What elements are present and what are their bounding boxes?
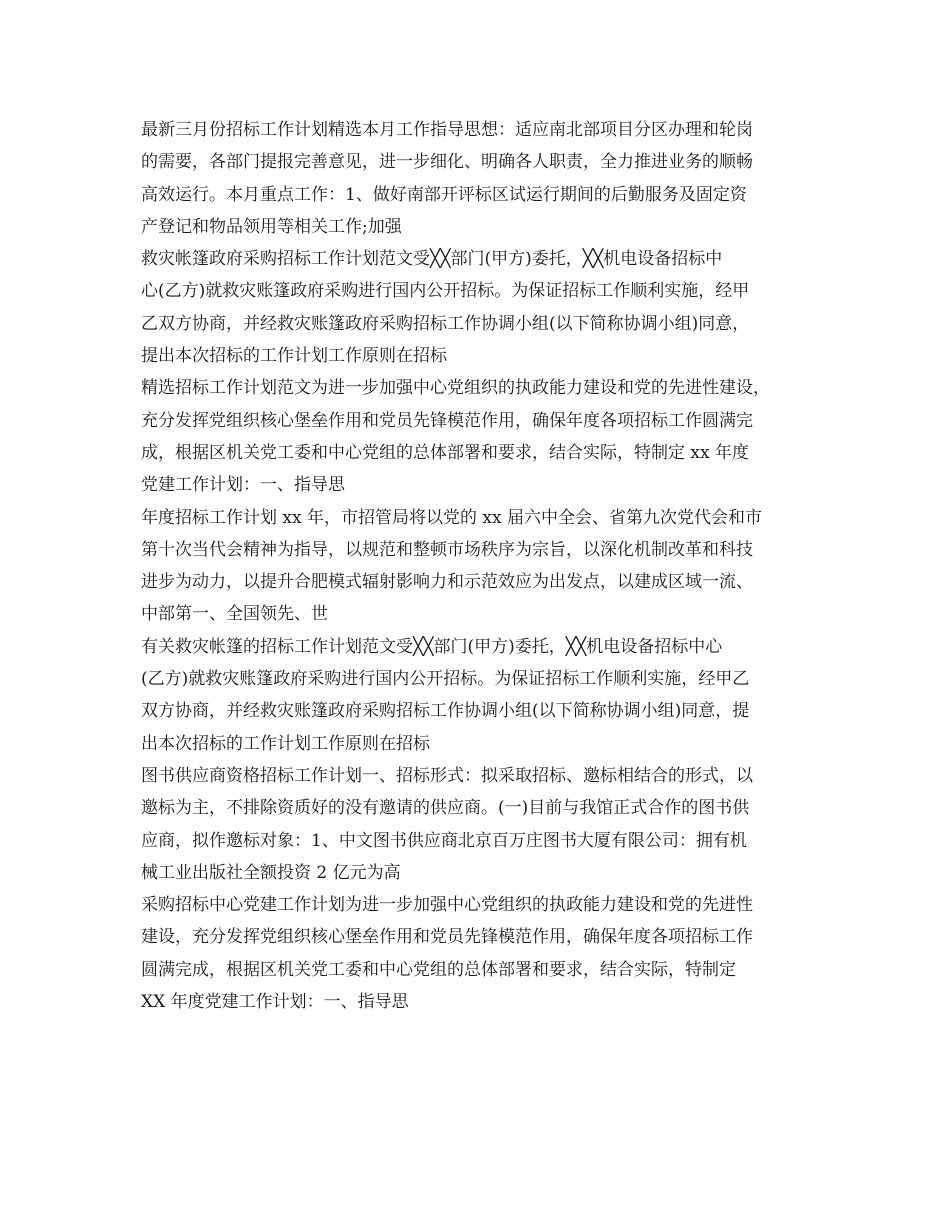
text-line: 出本次招标的工作计划工作原则在招标: [141, 733, 430, 754]
text-line: 进步为动力，以提升合肥模式辐射影响力和示范效应为出发点，以建成区域一流、: [141, 572, 753, 593]
text-line: 充分发挥党组织核心堡垒作用和党员先锋模范作用，确保年度各项招标工作圆满完: [141, 410, 753, 431]
document-body: [141, 114, 821, 1018]
text-line: 精选招标工作计划范文为进一步加强中心党组织的执政能力建设和党的先进性建设，: [141, 378, 770, 399]
text-line: 年度招标工作计划 xx 年，市招管局将以党的 xx 届六中全会、省第九次党代会和市: [141, 507, 762, 528]
text-line: 成，根据区机关党工委和中心党组的总体部署和要求，结合实际，特制定 xx 年度: [141, 442, 749, 463]
text-line: 中部第一、全国领先、世: [141, 604, 328, 625]
text-line: 乙双方协商，并经救灾账篷政府采购招标工作协调小组(以下简称协调小组)同意，: [141, 313, 750, 334]
text-line: 产登记和物品领用等相关工作;加强: [141, 216, 402, 237]
text-line: 双方协商，并经救灾账篷政府采购招标工作协调小组(以下简称协调小组)同意，提: [141, 701, 750, 722]
text-line: 党建工作计划：一、指导思: [141, 475, 345, 496]
text-line: 有关救灾帐篷的招标工作计划范文受╳╳部门(甲方)委托，╳╳机电设备招标中心: [141, 636, 723, 657]
text-line: 最新三月份招标工作计划精选本月工作指导思想：适应南北部项目分区办理和轮岗: [141, 120, 753, 140]
text-line: XX 年度党建工作计划：一、指导思: [141, 992, 409, 1013]
text-line: 的需要，各部门提报完善意见，进一步细化、明确各人职责，全力推进业务的顺畅: [141, 152, 753, 173]
text-line: 械工业出版社全额投资 2 亿元为高: [141, 862, 401, 883]
text-line: 采购招标中心党建工作计划为进一步加强中心党组织的执政能力建设和党的先进性: [141, 895, 753, 916]
text-line: 圆满完成，根据区机关党工委和中心党组的总体部署和要求，结合实际，特制定: [141, 959, 736, 980]
text-line: 救灾帐篷政府采购招标工作计划范文受╳╳部门(甲方)委托，╳╳机电设备招标中: [141, 249, 723, 270]
text-line: (乙方)就救灾账篷政府采购进行国内公开招标。为保证招标工作顺利实施，经甲乙: [141, 669, 750, 690]
text-line: 邀标为主，不排除资质好的没有邀请的供应商。(一)目前与我馆正式合作的图书供: [141, 798, 750, 819]
text-line: 第十次当代会精神为指导，以规范和整顿市场秩序为宗旨，以深化机制改革和科技: [141, 539, 753, 560]
text-line: 高效运行。本月重点工作：1、做好南部开评标区试运行期间的后勤服务及固定资: [141, 184, 747, 205]
text-line: 图书供应商资格招标工作计划一、招标形式：拟采取招标、邀标相结合的形式，以: [141, 765, 753, 786]
text-line: 提出本次招标的工作计划工作原则在招标: [141, 346, 447, 367]
text-line: 应商，拟作邀标对象：1、中文图书供应商北京百万庄图书大厦有限公司：拥有机: [141, 830, 747, 851]
text-line: 心(乙方)就救灾账篷政府采购进行国内公开招标。为保证招标工作顺利实施，经甲: [141, 281, 750, 302]
text-line: 建设，充分发挥党组织核心堡垒作用和党员先锋模范作用，确保年度各项招标工作: [141, 927, 753, 948]
